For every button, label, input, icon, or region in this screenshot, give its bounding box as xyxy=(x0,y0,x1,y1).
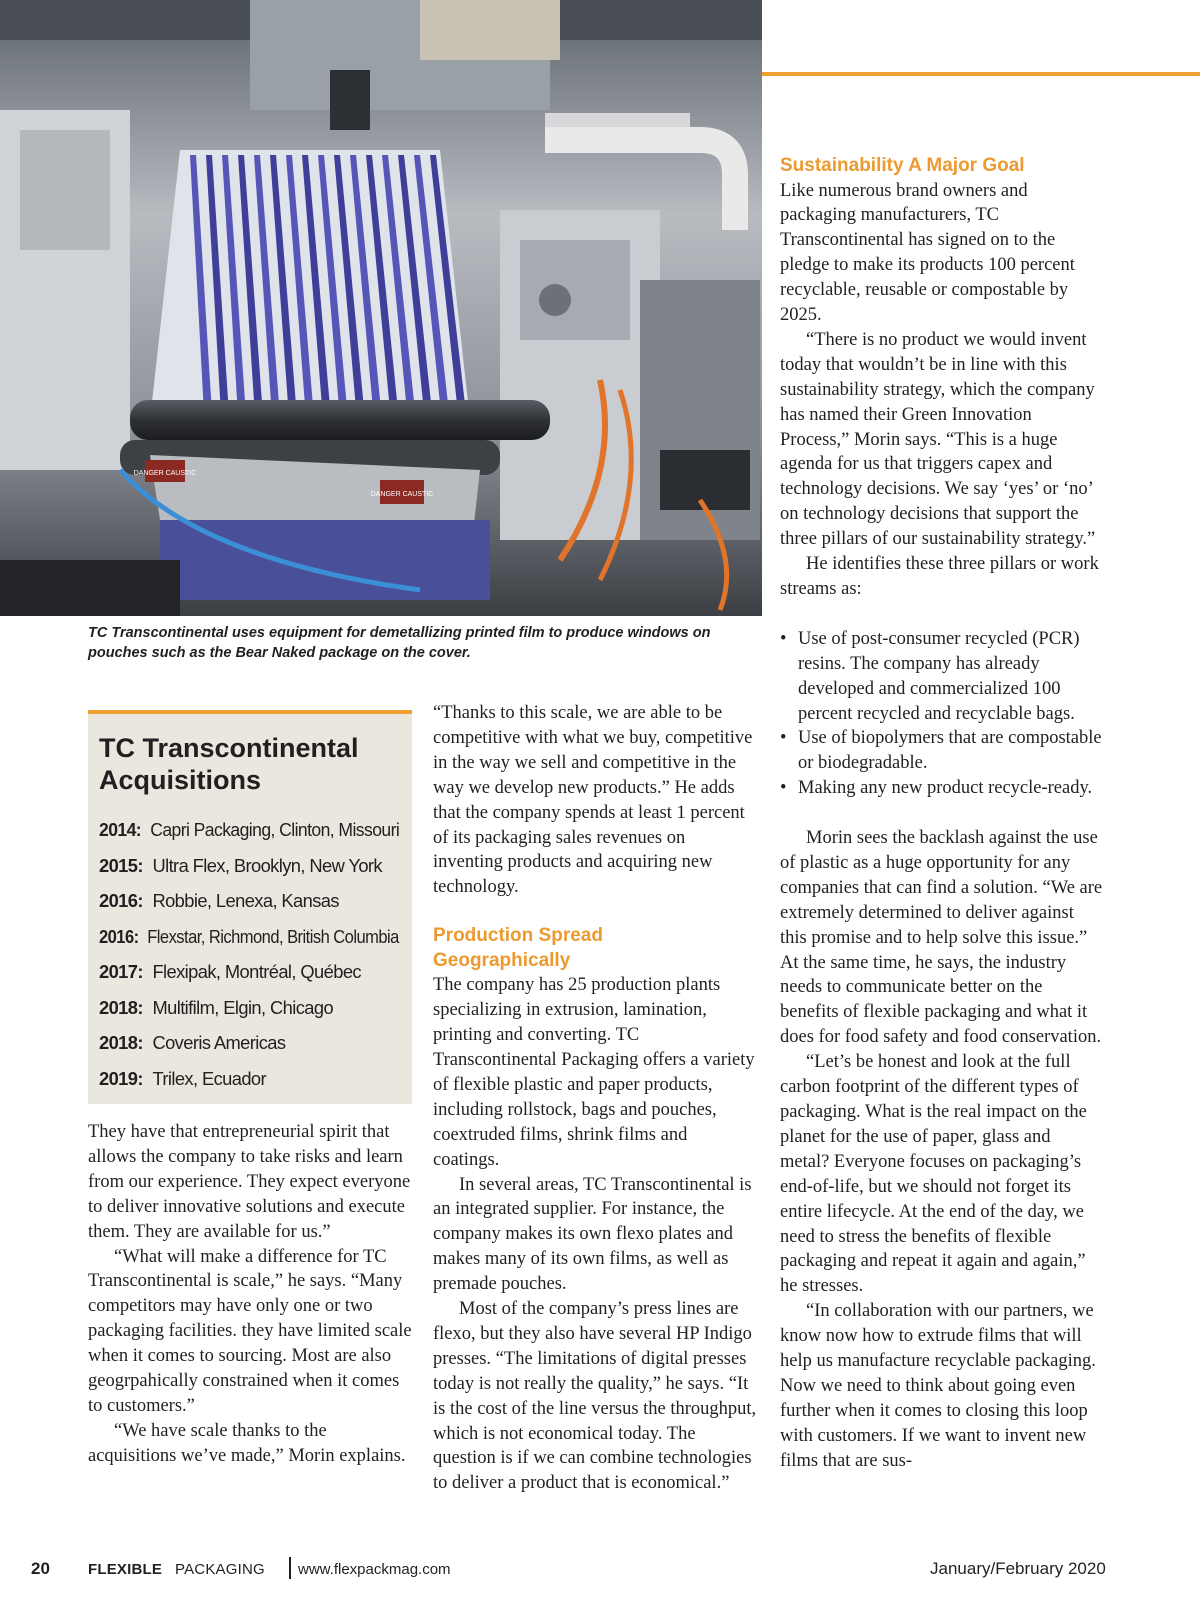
sidebar-title: TC Transcontinental Acquisitions xyxy=(99,733,359,795)
top-accent-rule xyxy=(762,72,1200,76)
column-1 xyxy=(88,1120,412,1469)
acquisition-name: Coveris Americas xyxy=(152,1032,286,1053)
acquisition-name: Flexipak, Montréal, Québec xyxy=(152,961,361,982)
acquisition-row xyxy=(99,1061,399,1097)
page-footer xyxy=(0,1556,1200,1586)
acquisitions-sidebar xyxy=(88,710,412,1104)
page-number: 20 xyxy=(31,1559,50,1578)
list-item: • Making any new product recycle-ready. xyxy=(780,776,1104,801)
body-paragraph: In several areas, TC Transcontinental is an integrated supplier. For instance, the company makes its own flexo plates and makes many of its own films, as well as premade pouches. xyxy=(433,1174,752,1295)
photo-caption: TC Transcontinental uses equipment for demetallizing printed film to produce windows on pouches such as the Bear Naked package on the cover. xyxy=(88,625,711,661)
list-item: • Use of post-consumer recycled (PCR) resins. The company has already developed and commercialized 100 percent recycled and recyclable bags. xyxy=(780,627,1104,727)
acquisition-row xyxy=(99,848,399,884)
danger-label-left: DANGER CAUSTIC xyxy=(133,470,197,477)
body-paragraph: “There is no product we would invent today that wouldn’t be in line with this sustainability strategy, which the company has named their Green Innovation Process,” Morin says. “This is a huge agenda for us that triggers capex and technology decisions. We say ‘yes’ or ‘no’ on technology decisions that support the three pillars of our sustainability strategy.” xyxy=(780,329,1096,550)
body-paragraph: They have that entrepreneurial spirit that allows the company to take risks and learn from our experience. They expect everyone to deliver innovative solutions and execute them. They are available for us.” xyxy=(88,1122,411,1242)
body-paragraph: He identifies these three pillars or work streams as: xyxy=(780,554,1099,599)
section-heading: Sustainability A Major Goal xyxy=(780,155,1025,176)
body-paragraph: Like numerous brand owners and packaging manufacturers, TC Transcontinental has signed on to the pledge to make its products 100 percent recyclable, reusable or compostable by 2025. xyxy=(780,180,1075,326)
acquisition-year: 2014: xyxy=(99,819,142,840)
photo-illustration xyxy=(0,0,762,616)
body-paragraph: Morin sees the backlash against the use of plastic as a huge opportunity for any companies that can find a solution. “We are extremely determined to deliver against this promise and to help solve this issue.” At the same time, he says, the industry needs to communicate better on the benefits of flexible packaging and what it does for food safety and food conservation. xyxy=(780,828,1103,1048)
acquisitions-list xyxy=(99,812,402,1096)
body-paragraph: “We have scale thanks to the acquisitions we’ve made,” Morin explains. xyxy=(88,1420,406,1466)
column-3 xyxy=(780,154,1104,1474)
magazine-name-bold: FLEXIBLE xyxy=(88,1561,163,1578)
issue-date: January/February 2020 xyxy=(930,1559,1106,1578)
body-paragraph: “In collaboration with our partners, we know now how to extrude films that will help us manufacture recyclable packaging. Now we need to think about going even further when it comes to closing this loop with customers. If we want to invent new films that are sus- xyxy=(780,1301,1096,1471)
acquisition-row xyxy=(99,919,399,955)
acquisition-name: Robbie, Lenexa, Kansas xyxy=(152,890,339,911)
body-paragraph: “Let’s be honest and look at the full carbon footprint of the different types of packaging. What is the real impact on the planet for the use of paper, glass and metal? Everyone focuses on packaging’s end-of-life, but we should not forget its entire lifecycle. At the end of the day, we need to stress the benefits of flexible packaging and repeat it again and again,” he stresses. xyxy=(780,1052,1087,1297)
acquisition-row xyxy=(99,883,399,919)
acquisition-year: 2018: xyxy=(99,1032,143,1053)
body-paragraph: “Thanks to this scale, we are able to be competitive with what we buy, competitive in the way we sell and competitive in the way we develop new products.” He adds that the company spends at least 1 percent of its packaging sales revenues on inventing products and acquiring new technology. xyxy=(433,703,753,898)
website-url[interactable]: www.flexpackmag.com xyxy=(298,1561,451,1578)
acquisition-name: Flexstar, Richmond, British Columbia xyxy=(147,925,399,947)
body-paragraph: The company has 25 production plants specializing in extrusion, lamination, printing and converting. TC Transcontinental Packaging offers a variety of flexible plastic and paper products, including rollstock, bags and pouches, coextruded films, shrink films and coatings. xyxy=(433,975,755,1170)
acquisition-year: 2015: xyxy=(99,854,143,876)
danger-label-right: DANGER CAUSTIC xyxy=(370,491,434,498)
body-paragraph: Most of the company’s press lines are flexo, but they also have several HP Indigo presses. “The limitations of digital presses today is not really the quality,” he says. “It is the cost of the line versus the throughput, which is not economical today. The question is if we can combine technologies to deliver a product that is economical.” xyxy=(433,1299,757,1494)
acquisition-year: 2018: xyxy=(99,996,143,1018)
acquisition-name: Ultra Flex, Brooklyn, New York xyxy=(152,854,382,876)
acquisition-year: 2017: xyxy=(99,961,143,982)
section-heading: Production Spread Geographically xyxy=(433,925,603,971)
acquisition-year: 2016: xyxy=(99,925,139,947)
column-2 xyxy=(433,701,757,1496)
magazine-name-light: PACKAGING xyxy=(175,1561,265,1578)
acquisition-year: 2019: xyxy=(99,1067,143,1089)
machine-photo xyxy=(0,0,762,616)
acquisition-row xyxy=(99,954,399,990)
acquisition-name: Multifilm, Elgin, Chicago xyxy=(152,996,334,1018)
footer-divider xyxy=(289,1557,291,1579)
pillars-list xyxy=(780,627,1104,801)
acquisition-row xyxy=(99,1025,399,1061)
acquisition-name: Trilex, Ecuador xyxy=(152,1067,267,1089)
acquisition-row xyxy=(99,990,399,1026)
acquisition-name: Capri Packaging, Clinton, Missouri xyxy=(150,819,400,840)
acquisition-year: 2016: xyxy=(99,890,143,911)
acquisition-row xyxy=(99,812,400,848)
body-paragraph: “What will make a difference for TC Transcontinental is scale,” he says. “Many competitors may have only one or two packaging facilities. they have limited scale when it comes to sourcing. Most are also geogrpahically constrained when it comes to customers.” xyxy=(88,1246,412,1416)
list-item: • Use of biopolymers that are compostable or biodegradable. xyxy=(780,726,1104,776)
